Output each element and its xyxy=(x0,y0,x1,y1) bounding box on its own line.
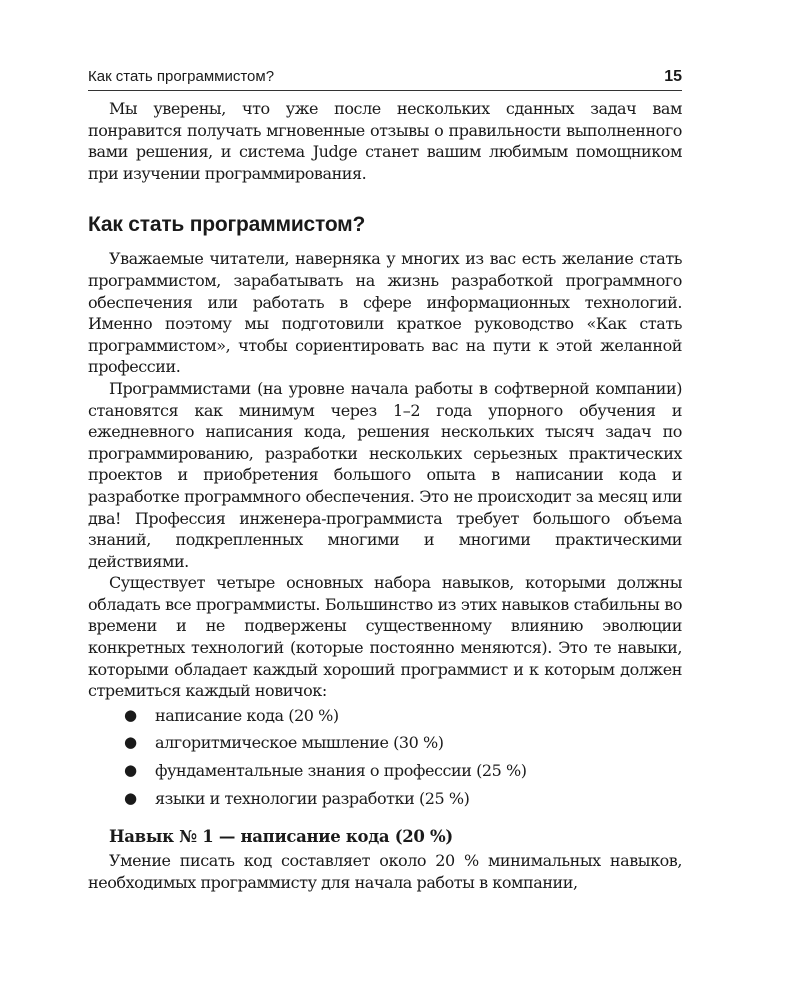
page-number: 15 xyxy=(664,68,682,85)
running-title: Как стать программистом? xyxy=(88,68,275,85)
subsection-title: Навык № 1 — написание кода (20 %) xyxy=(109,827,453,847)
bullet-icon: ● xyxy=(124,788,137,807)
intro-paragraph: Мы уверены, что уже после нескольких сданных задач вам понравится получать мгновенные отзывы о правильности выполненного вами решения, и система Judge станет вашим любимым помощником при изучении программирования. xyxy=(88,99,682,183)
list-item xyxy=(88,760,682,782)
list-item-text: фундаментальные знания о профессии (25 %) xyxy=(155,761,527,781)
book-page xyxy=(88,68,682,893)
list-item xyxy=(88,705,682,727)
bullet-icon: ● xyxy=(124,761,137,780)
running-header xyxy=(88,68,682,91)
skills-list xyxy=(88,705,682,809)
bullet-icon: ● xyxy=(124,733,137,752)
section-paragraph: Уважаемые читатели, наверняка у многих из вас есть желание стать программистом, зарабатывать на жизнь разработкой программного обеспечения или работать в сфере информационных технологий. Именно поэтому мы подготовили краткое руководство «Как стать программистом», чтобы сориентировать вас на пути к этой желанной профессии. xyxy=(88,249,682,377)
list-item xyxy=(88,732,682,754)
list-item xyxy=(88,788,682,810)
body-text xyxy=(88,98,682,893)
section-title: Как стать программистом? xyxy=(88,213,366,237)
bullet-icon: ● xyxy=(124,705,137,724)
subsection-paragraph: Умение писать код составляет около 20 % минимальных навыков, необходимых программисту для начала работы в компании, xyxy=(88,851,682,892)
section-paragraph: Программистами (на уровне начала работы в софтверной компании) становятся как минимум через 1–2 года упорного обучения и ежедневного написания кода, решения нескольких тысяч задач по программированию, разработки нескольких серьезных практических проектов и приобретения большого опыта в написании кода и разработке программного обеспечения. Это не происходит за месяц или два! Профессия инженера-программиста требует большого объема знаний, подкрепленных многими и многими практическими действиями. xyxy=(88,378,682,571)
section-paragraph: Существует четыре основных набора навыков, которыми должны обладать все программисты. Большинство из этих навыков стабильны во времени и не подвержены существенному влиянию эволюции конкретных технологий (которые постоянно меняются). Это те навыки, которыми обладает каждый хороший программист и к которым должен стремиться каждый новичок: xyxy=(88,573,682,701)
list-item-text: языки и технологии разработки (25 %) xyxy=(155,788,470,808)
list-item-text: алгоритмическое мышление (30 %) xyxy=(155,733,444,753)
list-item-text: написание кода (20 %) xyxy=(155,705,339,725)
